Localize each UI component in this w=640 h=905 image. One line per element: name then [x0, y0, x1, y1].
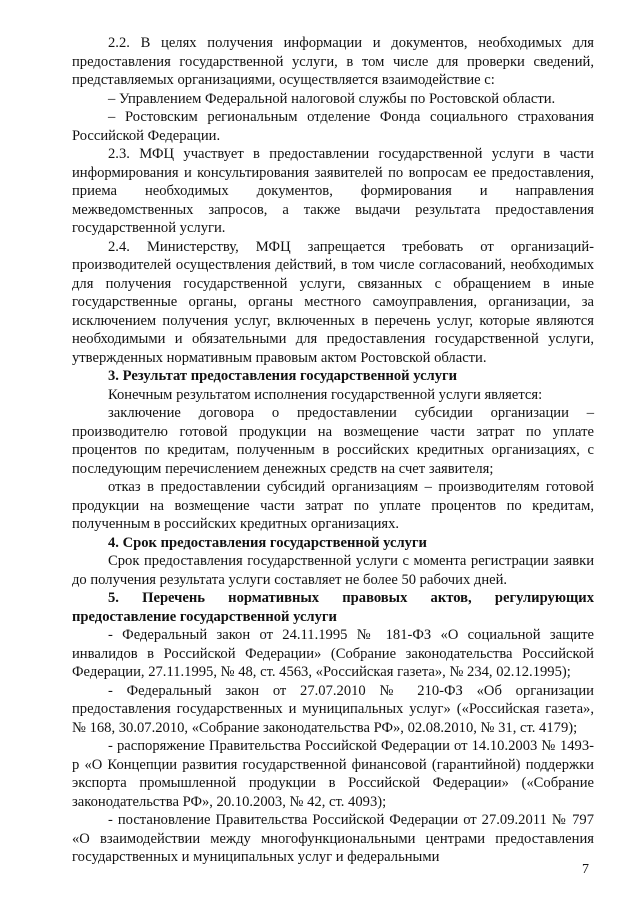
- paragraph-2-2: 2.2. В целях получения информации и документов, необходимых для предоставления государственной услуги, в том числе для проверки сведений, представляемых организациями, осуществляется взаимодействие с:: [72, 35, 594, 88]
- legal-act-1493-r: - распоряжение Правительства Российской Федерации от 14.10.2003 № 1493-р «О Концепции развития государственной финансовой (гарантийной) поддержки экспорта промышленной продукции в Российской Федерации» («Собрание законодательства РФ», 20.10.2003, № 42, ст. 4093);: [72, 738, 594, 810]
- list-item-tax-service: – Управлением Федеральной налоговой службы по Ростовской области.: [108, 90, 556, 107]
- legal-act-210-fz: - Федеральный закон от 27.07.2010 № 210-ФЗ «Об организации предоставления государственных и муниципальных услуг» («Российская газета», № 168, 30.07.2010, «Собрание законодательства РФ», 02.08.2010, № 31, ст. 4179);: [72, 682, 594, 736]
- paragraph-result-refusal: отказ в предоставлении субсидий организациям – производителям готовой продукции на возмещение части затрат по уплате процентов по кредитам, полученным в российских кредитных организациях.: [72, 479, 594, 532]
- paragraph-2-4: 2.4. Министерству, МФЦ запрещается требовать от организаций-производителей осуществления действий, в том числе согласований, необходимых для получения государственной услуги, связанных с обращением в иные государственные органы, органы местного самоуправления, организации, за исключением получения услуг, включенных в перечень услуг, которые являются необходимыми и обязательными для предоставления государственной услуги, утвержденных нормативным правовым актом Ростовской области.: [72, 238, 594, 366]
- list-item-social-insurance-fund: – Ростовским региональным отделение Фонда социального страхования Российской Федерации.: [72, 109, 594, 144]
- paragraph-result-intro: Конечным результатом исполнения государственной услуги является:: [108, 386, 543, 403]
- legal-act-797: - постановление Правительства Российской Федерации от 27.09.2011 № 797 «О взаимодействии между многофункциональными центрами предоставления государственных и муниципальных услуг и федеральными: [72, 812, 594, 865]
- section-heading-4: 4. Срок предоставления государственной услуги: [108, 534, 427, 551]
- page-number: 7: [582, 862, 589, 877]
- document-body: [72, 34, 594, 867]
- paragraph-term: Срок предоставления государственной услуги с момента регистрации заявки до получения результата услуги составляет не более 50 рабочих дней.: [72, 553, 594, 588]
- paragraph-result-contract: заключение договора о предоставлении субсидии организации – производителю готовой продукции на возмещение части затрат по уплате процентов по кредитам, полученным в российских кредитных организациях, с последующим перечислением денежных средств на счет заявителя;: [72, 405, 594, 477]
- legal-act-181-fz: - Федеральный закон от 24.11.1995 № 181-ФЗ «О социальной защите инвалидов в Российской Федерации» (Собрание законодательства Российской Федерации, 27.11.1995, № 48, ст. 4563, «Российская газета», № 234, 02.12.1995);: [72, 627, 594, 680]
- section-heading-3: 3. Результат предоставления государственной услуги: [108, 368, 458, 384]
- paragraph-2-3: 2.3. МФЦ участвует в предоставлении государственной услуги в части информирования и консультирования заявителей по вопросам ее предоставления, приема необходимых документов, формирования и направления межведомственных запросов, а также выдачи результата предоставления государственной услуги.: [72, 146, 594, 236]
- section-heading-5: 5. Перечень нормативных правовых актов, регулирующих предоставление государственной услуги: [72, 590, 594, 625]
